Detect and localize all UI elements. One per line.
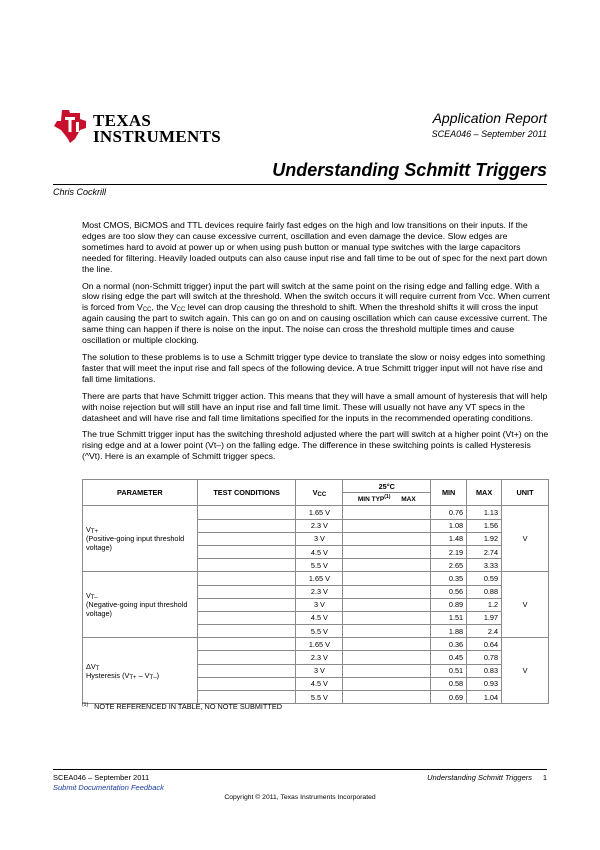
typ-cell <box>343 559 431 572</box>
ti-logo <box>53 108 221 152</box>
vcc-cell: 2.3 V <box>296 519 343 532</box>
table-footnote <box>82 702 282 711</box>
max-cell: 0.83 <box>467 664 502 677</box>
test-cond-cell <box>197 585 296 598</box>
paragraph-1: Most CMOS, BiCMOS and TTL devices require fairly fast edges on the high and low transitions on their inputs. If the edges are too slow they can cause excessive current, oscillation and even damage the device. Slow edges are sometimes hard to avoid at power up or when using push button or manual type switches with the large capacitors needed for filtering. Heavily loaded outputs can also cause input rise and fall time to be out of spec for the next part down the line. <box>82 220 548 274</box>
min-cell: 2.19 <box>431 545 467 558</box>
header-min-typ-max: MIN TYP$^{(1)}$ MAX <box>343 493 431 506</box>
vcc-cell: 5.5 V <box>296 691 343 704</box>
max-cell: 0.88 <box>467 585 502 598</box>
test-cond-cell <box>197 638 296 651</box>
vcc-cell: 2.3 V <box>296 585 343 598</box>
test-cond-cell <box>197 625 296 638</box>
typ-cell <box>343 691 431 704</box>
min-cell: 0.58 <box>431 677 467 690</box>
typ-cell <box>343 625 431 638</box>
min-cell: 0.89 <box>431 598 467 611</box>
typ-cell <box>343 611 431 624</box>
param-hysteresis: $\Delta V_T$ Hysteresis $(V_{T+} - V_{T-})$ <box>83 638 198 704</box>
logo-line-1: TEXAS <box>93 111 152 130</box>
typ-cell <box>343 638 431 651</box>
submit-feedback-link[interactable]: Submit Documentation Feedback <box>53 783 164 792</box>
typ-cell <box>343 677 431 690</box>
typ-cell <box>343 519 431 532</box>
test-cond-cell <box>197 598 296 611</box>
max-cell: 1.2 <box>467 598 502 611</box>
schmitt-spec-table <box>82 479 549 704</box>
vcc-cell: 1.65 V <box>296 638 343 651</box>
paragraph-2: On a normal (non-Schmitt trigger) input the part will switch at the same point on the rising edge and falling edge. With a slow rising edge the part will switch at the threshold. When the switch occurs it will require current from Vcc. When current is forced from $V_{CC}$, the $V_{CC}$ level can drop causing the threshold to shift. When the threshold shifts it will cross the input again causing the part to switch again. This can go on and on causing oscillation which can cause excessive current. The same thing can happen if there is noise on the input. The noise can cross the threshold multiple times and cause oscillation or multiple clocking. <box>82 280 550 346</box>
vcc-cell: 4.5 V <box>296 545 343 558</box>
typ-cell <box>343 598 431 611</box>
min-cell: 1.88 <box>431 625 467 638</box>
test-cond-cell <box>197 532 296 545</box>
footnote-text: NOTE REFERENCED IN TABLE, NO NOTE SUBMITTED <box>94 702 282 711</box>
test-cond-cell <box>197 611 296 624</box>
max-cell: 1.56 <box>467 519 502 532</box>
min-cell: 1.48 <box>431 532 467 545</box>
page-number: 1 <box>542 773 547 782</box>
min-cell: 2.65 <box>431 559 467 572</box>
vcc-cell: 5.5 V <box>296 625 343 638</box>
test-cond-cell <box>197 559 296 572</box>
vcc-cell: 3 V <box>296 598 343 611</box>
ti-logo-wordmark <box>93 113 221 145</box>
max-cell: 3.33 <box>467 559 502 572</box>
max-cell: 1.04 <box>467 691 502 704</box>
typ-cell <box>343 506 431 519</box>
header-parameter: PARAMETER <box>83 480 198 506</box>
test-cond-cell <box>197 572 296 585</box>
max-cell: 0.59 <box>467 572 502 585</box>
ti-state-emblem-icon <box>53 108 87 144</box>
test-cond-cell <box>197 545 296 558</box>
typ-cell <box>343 532 431 545</box>
footnote-mark: (1) <box>82 702 89 708</box>
test-cond-cell <box>197 677 296 690</box>
vcc-cell: 3 V <box>296 532 343 545</box>
unit-cell: V <box>502 572 549 638</box>
min-cell: 0.51 <box>431 664 467 677</box>
copyright: Copyright © 2011, Texas Instruments Incorporated <box>224 794 376 801</box>
author: Chris Cockrill <box>53 187 107 197</box>
max-cell: 0.93 <box>467 677 502 690</box>
param-vt-minus: $V_{T-}$ (Negative-going input threshold voltage) <box>83 572 198 638</box>
max-cell: 0.78 <box>467 651 502 664</box>
max-cell: 2.4 <box>467 625 502 638</box>
header-max: MAX <box>467 480 502 506</box>
max-cell: 1.97 <box>467 611 502 624</box>
min-cell: 0.35 <box>431 572 467 585</box>
vcc-cell: 1.65 V <box>296 572 343 585</box>
min-cell: 1.08 <box>431 519 467 532</box>
footer-doc-id: SCEA046 – September 2011 <box>53 773 150 782</box>
page-title: Understanding Schmitt Triggers <box>272 160 547 180</box>
table-row <box>83 506 549 519</box>
test-cond-cell <box>197 519 296 532</box>
min-cell: 1.51 <box>431 611 467 624</box>
vcc-cell: 1.65 V <box>296 506 343 519</box>
unit-cell: V <box>502 506 549 572</box>
table-row <box>83 638 549 651</box>
typ-cell <box>343 664 431 677</box>
header-25c: 25°C <box>343 480 431 493</box>
unit-cell: V <box>502 638 549 704</box>
min-cell: 0.76 <box>431 506 467 519</box>
typ-cell <box>343 585 431 598</box>
max-cell: 2.74 <box>467 545 502 558</box>
vcc-cell: 4.5 V <box>296 611 343 624</box>
max-cell: 1.92 <box>467 532 502 545</box>
header-min: MIN <box>431 480 467 506</box>
max-cell: 1.13 <box>467 506 502 519</box>
param-vt-plus: $V_{T+}$ (Positive-going input threshold voltage) <box>83 506 198 572</box>
test-cond-cell <box>197 506 296 519</box>
table-row <box>83 572 549 585</box>
min-cell: 0.45 <box>431 651 467 664</box>
vcc-cell: 3 V <box>296 664 343 677</box>
header-vcc: $V_{CC}$ <box>296 480 343 506</box>
logo-line-2: INSTRUMENTS <box>93 127 221 146</box>
vcc-cell: 2.3 V <box>296 651 343 664</box>
body-text <box>82 220 550 468</box>
title-divider <box>53 184 547 185</box>
header-test-conditions: TEST CONDITIONS <box>197 480 296 506</box>
min-cell: 0.36 <box>431 638 467 651</box>
vcc-cell: 5.5 V <box>296 559 343 572</box>
paragraph-3: The solution to these problems is to use a Schmitt trigger type device to translate the slow or noisy edges into something faster that will meet the input rise and fall specs of the following device. A true Schmitt trigger input will not have rise and fall time limitations. <box>82 351 546 384</box>
typ-cell <box>343 651 431 664</box>
paragraph-5: The true Schmitt trigger input has the switching threshold adjusted where the part will switch at a higher point (Vt+) on the rising edge and at a lower point (Vt–) on the falling edge. The difference in these switching points is called Hysteresis (^Vt). Here is an example of Schmitt trigger specs. <box>82 429 549 462</box>
vcc-cell: 4.5 V <box>296 677 343 690</box>
footer-title: Understanding Schmitt Triggers <box>427 773 532 782</box>
min-cell: 0.56 <box>431 585 467 598</box>
document-type: Application Report <box>432 110 547 126</box>
typ-cell <box>343 572 431 585</box>
test-cond-cell <box>197 651 296 664</box>
test-cond-cell <box>197 664 296 677</box>
paragraph-4: There are parts that have Schmitt trigger action. This means that they will have a small amount of hysteresis that will help with noise rejection but will still have an input rise and fall time limit. These will usually not have any VT specs in the datasheet and will have rise and fall time limitations specified for the inputs in the recommended operating conditions. <box>82 390 548 423</box>
typ-cell <box>343 545 431 558</box>
document-id: SCEA046 – September 2011 <box>431 129 547 139</box>
header-unit: UNIT <box>502 480 549 506</box>
footer-divider <box>53 769 547 770</box>
min-cell: 0.69 <box>431 691 467 704</box>
max-cell: 0.64 <box>467 638 502 651</box>
